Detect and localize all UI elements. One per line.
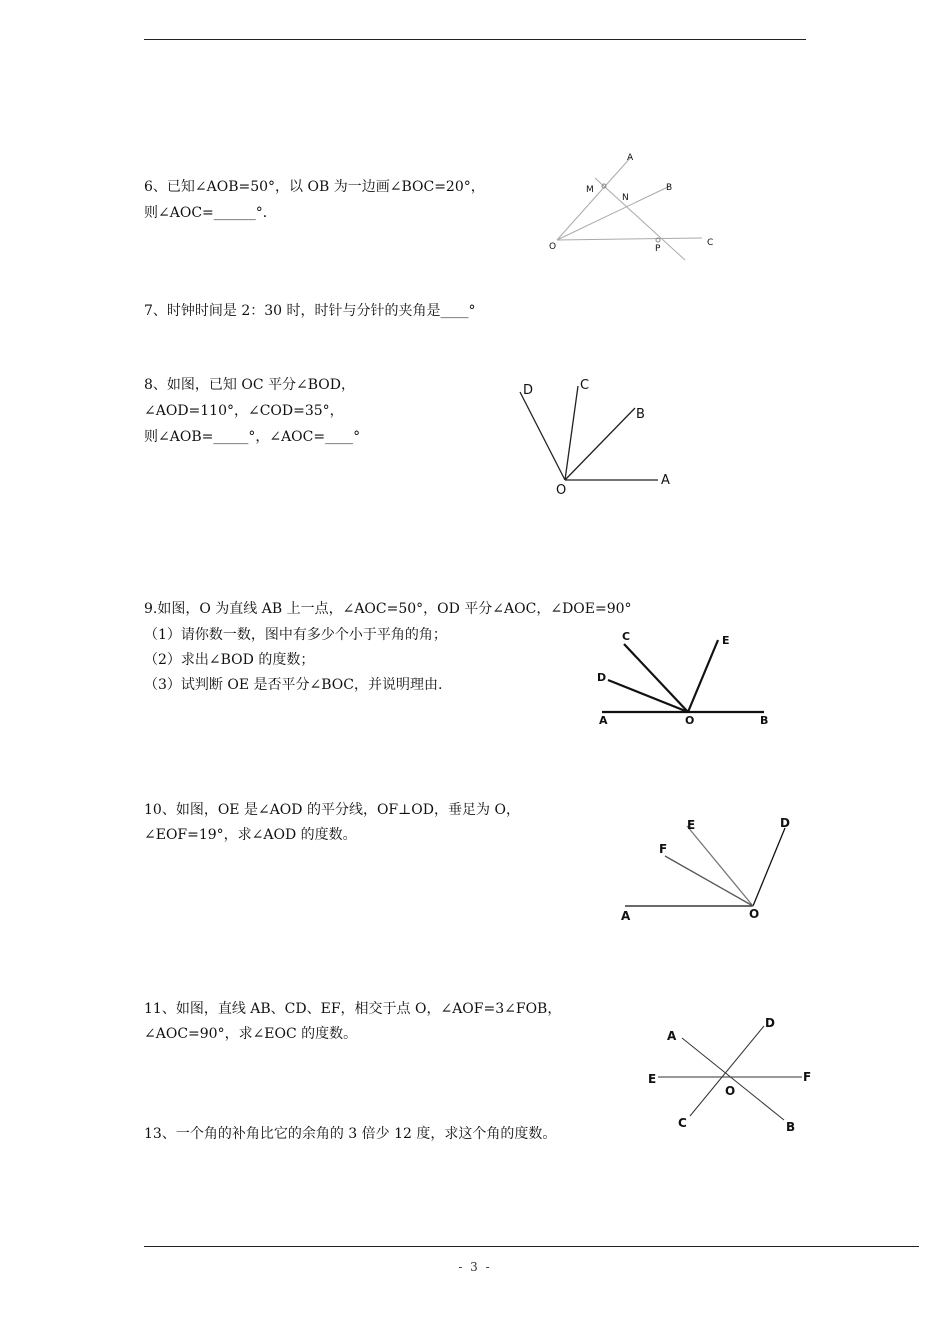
question-11-line-2: ∠AOC=90°，求∠EOC 的度数。	[144, 1026, 358, 1042]
q11-label-a: A	[667, 1029, 677, 1043]
q10-label-d: D	[780, 816, 790, 830]
q8-label-o: O	[556, 483, 567, 498]
q6-label-m: M	[586, 185, 594, 195]
q9-label-a: A	[599, 714, 608, 727]
q9-label-b: B	[760, 714, 769, 727]
question-7-line-1: 7、时钟时间是 2：30 时，时针与分针的夹角是____°	[144, 303, 476, 319]
figure-q11	[640, 1012, 830, 1137]
question-8-line-3: 则∠AOB=_____°，∠AOC=____°	[144, 429, 361, 445]
question-8-line-1: 8、如图，已知 OC 平分∠BOD，	[144, 377, 355, 393]
q6-label-c: C	[707, 238, 714, 248]
q11-label-c: C	[678, 1116, 687, 1130]
question-9-line-1: 9.如图，O 为直线 AB 上一点，∠AOC=50°，OD 平分∠AOC，∠DOE=90°	[144, 601, 632, 617]
q10-label-e: E	[687, 818, 696, 832]
q6-label-a: A	[627, 153, 634, 163]
question-9-line-2: （1）请你数一数，图中有多少个小于平角的角；	[144, 627, 447, 643]
q11-label-e: E	[648, 1072, 657, 1086]
q6-label-o: O	[549, 242, 557, 252]
q11-label-f: F	[803, 1070, 812, 1084]
question-13-line-1: 13、一个角的补角比它的余角的 3 倍少 12 度，求这个角的度数。	[144, 1126, 557, 1142]
q6-label-p: P	[655, 244, 661, 254]
q10-label-a: A	[621, 909, 631, 923]
q10-label-o: O	[749, 907, 760, 921]
q9-label-e: E	[722, 634, 730, 647]
q8-label-d: D	[523, 383, 534, 398]
q6-label-b: B	[666, 183, 673, 193]
q8-label-a: A	[661, 473, 670, 488]
question-9-line-4: （3）试判断 OE 是否平分∠BOC，并说明理由.	[144, 677, 443, 693]
footer-rule	[144, 1246, 919, 1247]
q11-label-b: B	[786, 1120, 796, 1134]
question-6-line-2: 则∠AOC=______°．	[144, 205, 277, 221]
q11-label-o: O	[725, 1084, 736, 1098]
question-6-line-1: 6、已知∠AOB=50°，以 OB 为一边画∠BOC=20°，	[144, 179, 485, 195]
q6-label-n: N	[622, 193, 629, 203]
header-rule	[144, 39, 806, 40]
question-10-line-2: ∠EOF=19°，求∠AOD 的度数。	[144, 827, 357, 843]
question-9-line-3: （2）求出∠BOD 的度数；	[144, 652, 315, 668]
page-number: - 3 -	[458, 1260, 492, 1274]
q11-label-d: D	[765, 1016, 775, 1030]
question-10-line-1: 10、如图，OE 是∠AOD 的平分线，OF⊥OD，垂足为 O，	[144, 802, 520, 818]
q8-label-c: C	[580, 378, 590, 393]
q10-label-f: F	[659, 842, 668, 856]
q9-label-o: O	[685, 714, 695, 727]
figure-q9	[592, 626, 782, 736]
q8-label-b: B	[636, 407, 645, 422]
question-8-line-2: ∠AOD=110°，∠COD=35°，	[144, 403, 344, 419]
q9-label-c: C	[622, 630, 631, 643]
question-11-line-1: 11、如图，直线 AB、CD、EF，相交于点 O，∠AOF=3∠FOB，	[144, 1001, 562, 1017]
q9-label-d: D	[597, 671, 607, 684]
figure-q6	[540, 148, 740, 258]
figure-q10	[615, 812, 805, 927]
figure-q8	[510, 372, 680, 502]
